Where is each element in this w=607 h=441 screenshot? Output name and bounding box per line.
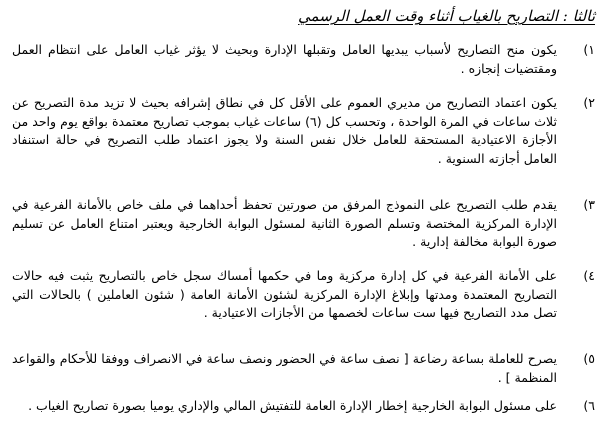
list-item xyxy=(12,41,595,78)
item-number: ٤) xyxy=(583,268,595,283)
item-text: يكون منح التصاريح لأسباب يبديها العامل وتقبلها الإدارة وبحيث لا يؤثر غياب العامل على انتظام العمل ومقتضيات إنجازه . xyxy=(12,42,557,76)
item-number: ٢) xyxy=(583,95,595,110)
list-item xyxy=(12,397,595,416)
list-item xyxy=(12,350,595,387)
section-heading: ثالثا : التصاريح بالغياب أثناء وقت العمل الرسمي xyxy=(298,7,595,25)
item-number: ١) xyxy=(583,42,595,57)
item-text: على الأمانة الفرعية في كل إدارة مركزية وما في حكمها أمساك سجل خاص بالتصاريح يثبت فيه حالات التصاريح المعتمدة ومدتها وإبلاغ الإدارة المركزية لشئون الأمانة العامة ( شئون العاملين ) بالحالات التي تصل مدد التصاريح فيها ست ساعات لخصمها من الأجازات الاعتيادية . xyxy=(12,268,557,320)
item-text: على مسئول البوابة الخارجية إخطار الإدارة العامة للتفتيش المالي والإداري يوميا بصورة تصاريح الغياب . xyxy=(28,398,557,413)
list-item xyxy=(12,267,595,323)
item-text: يكون اعتماد التصاريح من مديري العموم على الأقل كل في نطاق إشرافه بحيث لا تزيد مدة التصريح عن ثلاث ساعات في المرة الواحدة ، وتحسب كل (٦) ساعات غياب بموجب تصاريح معتمدة بواقع يوم واحد من الأجازة الاعتيادية المستحقة للعامل خلال نفس السنة ولا يجوز اعتماد طلب التصريح في حالة استنفاد العامل أجازته السنوية . xyxy=(12,95,557,166)
item-text: يقدم طلب التصريح على النموذج المرفق من صورتين تحفظ أحداهما في ملف خاص بالأمانة الفرعية في الإدارة المركزية المختصة وتسلم الصورة الثانية لمسئول البوابة الخارجية ويعتبر امتناع العامل عن تسليم صورة البوابة مخالفة إدارية . xyxy=(12,197,557,249)
item-number: ٥) xyxy=(583,351,595,366)
item-text: يصرح للعاملة بساعة رضاعة [ نصف ساعة في الحضور ونصف ساعة في الانصراف ووفقا للأحكام والقواعد المنظمة ] . xyxy=(12,351,557,385)
item-number: ٦) xyxy=(583,398,595,413)
list-item xyxy=(12,196,595,252)
list-item xyxy=(12,94,595,168)
item-number: ٣) xyxy=(583,197,595,212)
